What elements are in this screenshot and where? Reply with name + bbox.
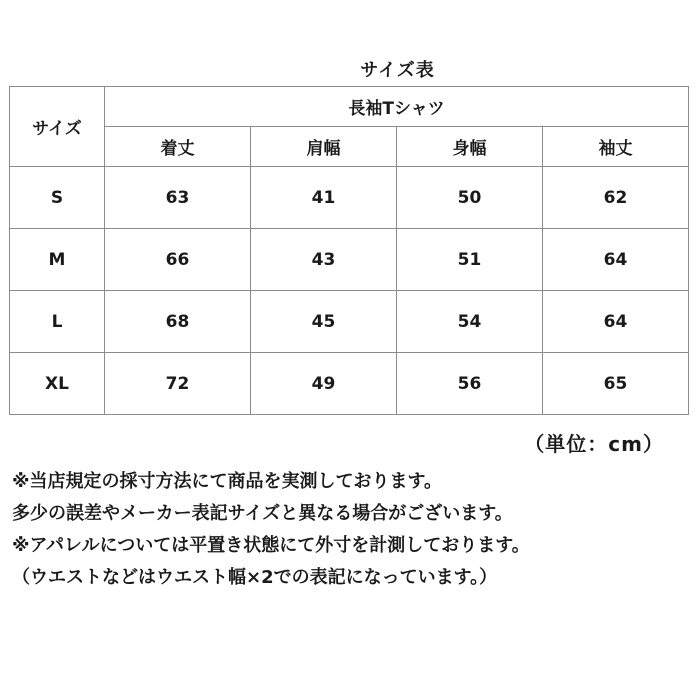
size-column-header: サイズ (10, 87, 105, 167)
table-cell: 64 (543, 291, 689, 353)
table-row (10, 291, 689, 353)
column-header-shoulder: 肩幅 (251, 127, 397, 167)
table-row (10, 353, 689, 415)
table-cell: 43 (251, 229, 397, 291)
table-cell: 62 (543, 167, 689, 229)
size-label: M (10, 229, 105, 291)
table-cell: 66 (105, 229, 251, 291)
column-header-chest: 身幅 (397, 127, 543, 167)
table-cell: 65 (543, 353, 689, 415)
table-cell: 64 (543, 229, 689, 291)
table-cell: 49 (251, 353, 397, 415)
table-row (10, 229, 689, 291)
note-line: 多少の誤差やメーカー表記サイズと異なる場合がございます。 (12, 503, 513, 524)
size-table (9, 86, 689, 415)
size-label: S (10, 167, 105, 229)
table-header-row (10, 87, 689, 127)
table-cell: 72 (105, 353, 251, 415)
column-header-length: 着丈 (105, 127, 251, 167)
table-cell: 50 (397, 167, 543, 229)
table-cell: 68 (105, 291, 251, 353)
size-label: L (10, 291, 105, 353)
table-cell: 56 (397, 353, 543, 415)
size-label: XL (10, 353, 105, 415)
table-subheader-row (10, 127, 689, 167)
table-cell: 41 (251, 167, 397, 229)
note-line: （ウエストなどはウエスト幅×2での表記になっています。） (12, 567, 498, 588)
table-cell: 54 (397, 291, 543, 353)
note-line: ※当店規定の採寸方法にて商品を実測しております。 (12, 471, 443, 492)
table-cell: 63 (105, 167, 251, 229)
column-header-sleeve: 袖丈 (543, 127, 689, 167)
table-cell: 45 (251, 291, 397, 353)
table-cell: 51 (397, 229, 543, 291)
unit-label: （単位：cm） (524, 432, 664, 456)
product-name-header: 長袖Tシャツ (105, 87, 689, 127)
table-row (10, 167, 689, 229)
notes (12, 466, 692, 594)
note-line: ※アパレルについては平置き状態にて外寸を計測しております。 (12, 535, 530, 556)
page-title: サイズ表 (360, 60, 435, 81)
